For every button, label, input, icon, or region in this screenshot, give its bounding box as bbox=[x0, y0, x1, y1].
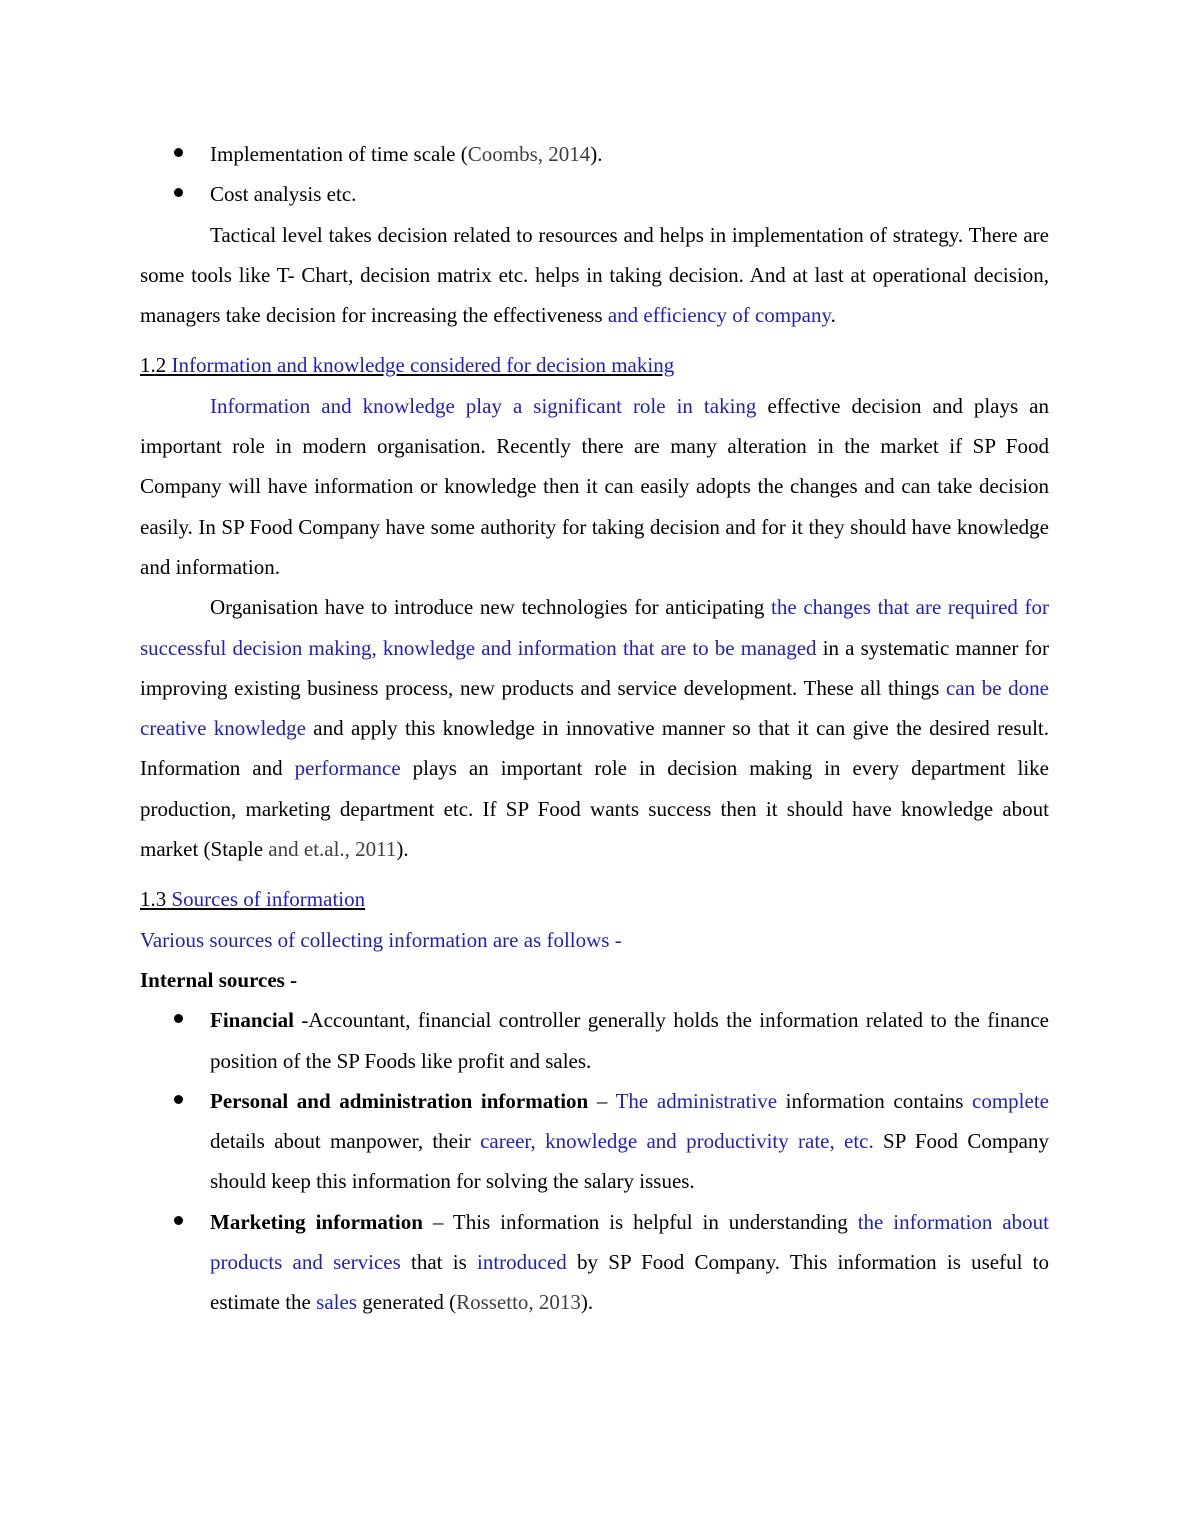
list-item bbox=[140, 174, 1049, 214]
internal-sources-list bbox=[140, 1000, 1049, 1322]
paragraph-text: effective decision and plays an important role in modern organisation. Recently there are many alteration in the market if SP Food Company will have information or knowledge then it can easily adopts the changes and can take decision easily. In SP Food Company have some authority for taking decision and for it they should have knowledge and information. bbox=[140, 393, 1049, 579]
section-heading-1-3 bbox=[140, 879, 1049, 919]
section-title: Information and knowledge considered for decision making bbox=[166, 353, 675, 378]
item-text: by SP Food Company. This information is useful to estimate the bbox=[210, 1250, 1050, 1315]
highlighted-text: performance bbox=[294, 756, 401, 781]
section-heading-1-2 bbox=[140, 345, 1049, 385]
bullet-icon bbox=[174, 188, 183, 197]
highlighted-text: the information about products and services bbox=[210, 1209, 1049, 1275]
item-text: ). bbox=[580, 1290, 594, 1315]
highlighted-text: Information and knowledge play a significant role in taking bbox=[210, 393, 757, 418]
highlighted-text: sales bbox=[316, 1290, 357, 1315]
paragraph-text: in a systematic manner for improving existing business process, new products and service development. These all things bbox=[140, 635, 1049, 700]
list-item bbox=[140, 1202, 1049, 1323]
bullet-icon bbox=[174, 1216, 183, 1225]
item-text: information contains bbox=[777, 1088, 973, 1113]
item-title: Personal and administration information bbox=[210, 1088, 589, 1113]
paragraph-text: and apply this knowledge in innovative manner so that it can give the desired result. Information and bbox=[140, 716, 1049, 781]
paragraph-end: . bbox=[830, 303, 836, 328]
item-text: -Accountant, financial controller generally holds the information related to the finance position of the SP Foods like profit and sales. bbox=[210, 1008, 1049, 1073]
bullet-text: Cost analysis etc. bbox=[210, 182, 357, 207]
bullet-icon bbox=[174, 148, 183, 157]
paragraph-end: ). bbox=[396, 837, 409, 862]
item-title: Marketing information bbox=[210, 1209, 423, 1234]
item-text: details about manpower, their bbox=[210, 1129, 481, 1154]
section-title: Sources of information bbox=[166, 887, 366, 912]
item-text: – This information is helpful in understanding bbox=[422, 1209, 858, 1234]
item-text: – bbox=[588, 1088, 616, 1113]
item-text: SP Food Company should keep this information for solving the salary issues. bbox=[210, 1129, 1049, 1194]
citation: and et.al., 2011 bbox=[268, 837, 397, 862]
bullet-icon bbox=[174, 1095, 183, 1104]
highlighted-text: and efficiency of company bbox=[607, 303, 831, 328]
section-number: 1.2 bbox=[140, 353, 167, 378]
bullet-text-end: ). bbox=[590, 142, 603, 166]
citation: Rossetto, 2013 bbox=[456, 1290, 581, 1315]
highlighted-text: complete bbox=[972, 1088, 1049, 1113]
highlighted-text: introduced bbox=[476, 1250, 567, 1275]
highlighted-text: The administrative bbox=[615, 1088, 778, 1113]
paragraph-text: plays an important role in decision making in every department like production, marketing department etc. If SP Food wants success then it should have knowledge about market (Staple bbox=[140, 756, 1049, 862]
list-item bbox=[140, 1081, 1049, 1202]
internal-sources-heading bbox=[140, 960, 1049, 1000]
top-bullet-list bbox=[140, 134, 1049, 215]
paragraph-information-knowledge bbox=[140, 386, 1049, 587]
paragraph-tactical-level bbox=[140, 215, 1049, 336]
paragraph-text: Organisation have to introduce new technologies for anticipating bbox=[210, 595, 772, 620]
highlighted-text: career, knowledge and productivity rate, etc. bbox=[480, 1129, 874, 1154]
item-text: generated ( bbox=[356, 1290, 457, 1315]
document-page bbox=[140, 134, 1049, 1323]
list-item bbox=[140, 1000, 1049, 1081]
section-number: 1.3 bbox=[140, 887, 167, 912]
citation: Coombs, 2014 bbox=[467, 142, 591, 166]
item-title: Financial bbox=[210, 1008, 295, 1033]
bullet-text: Implementation of time scale ( bbox=[210, 142, 468, 166]
paragraph-organisation bbox=[140, 587, 1049, 869]
subheading-text: Internal sources - bbox=[140, 967, 298, 992]
sources-intro: Various sources of collecting information are as follows - bbox=[140, 927, 622, 952]
list-item bbox=[140, 134, 1049, 174]
highlighted-text: can be done creative knowledge bbox=[140, 675, 1049, 741]
bullet-icon bbox=[174, 1014, 183, 1023]
paragraph-text: Tactical level takes decision related to resources and helps in implementation of strategy. There are some tools like T- Chart, decision matrix etc. helps in taking decision. And at last at operational decision, managers take decision for increasing the effectiveness bbox=[140, 222, 1049, 328]
item-text: that is bbox=[400, 1250, 477, 1275]
highlighted-text: the changes that are required for successful decision making, knowledge and information that are to be managed bbox=[140, 595, 1049, 660]
